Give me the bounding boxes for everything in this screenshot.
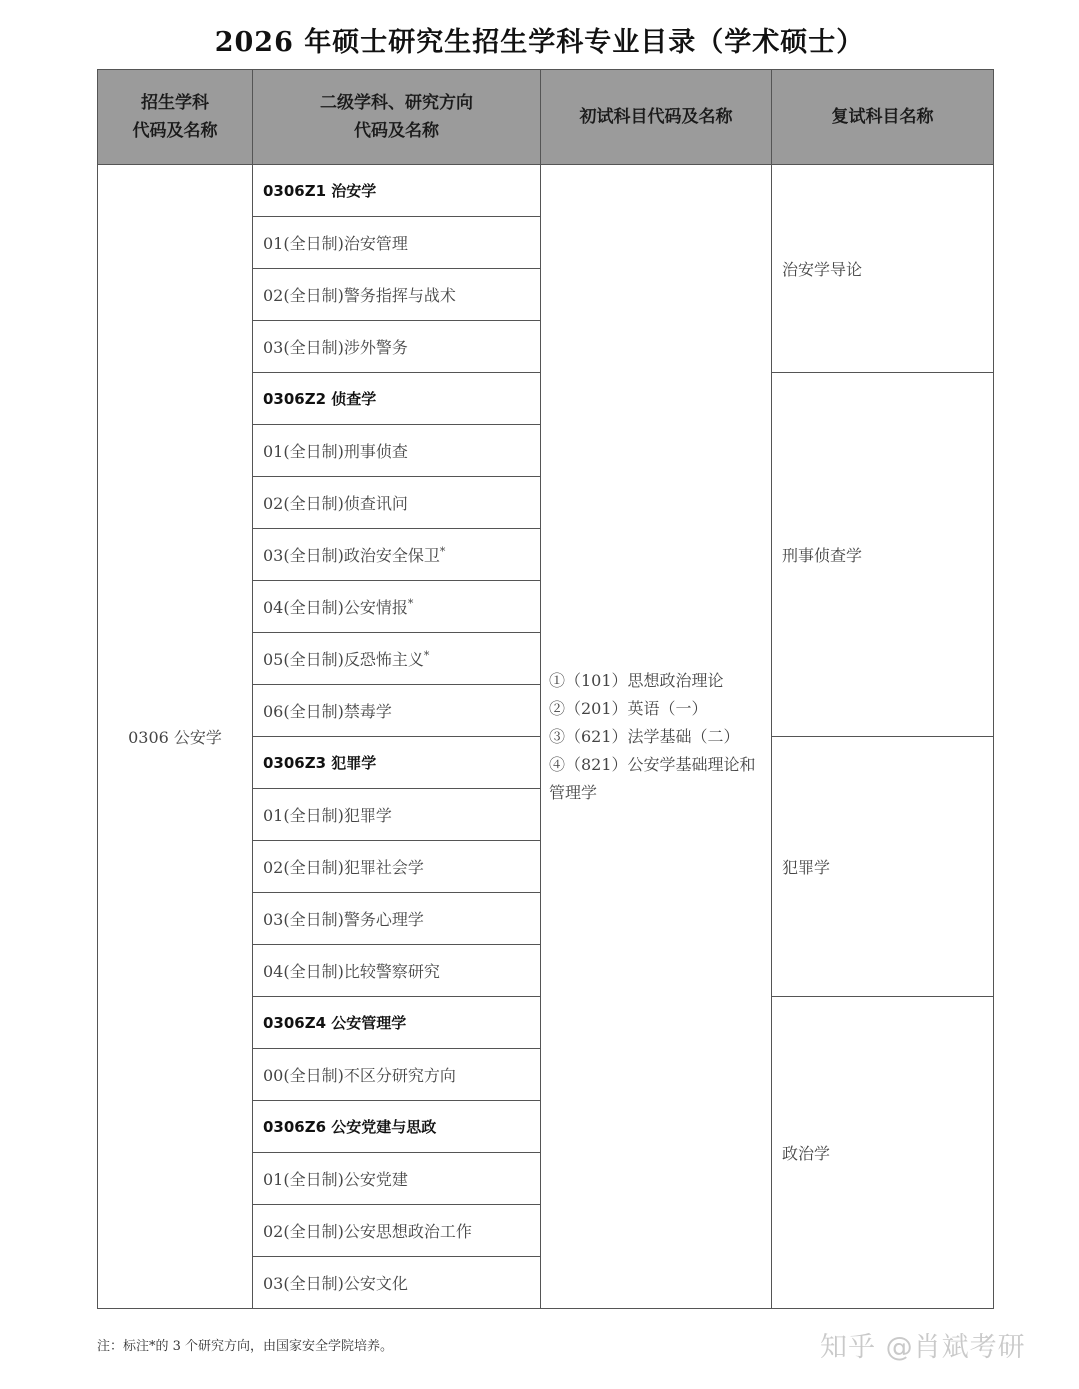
direction-cell [253, 945, 541, 997]
star-mark: * [407, 597, 414, 610]
direction-cell [253, 633, 541, 685]
header-exam: 初试科目代码及名称 [541, 70, 772, 165]
star-mark: * [439, 545, 446, 558]
direction-text: 01(全日制)刑事侦查 [263, 442, 408, 461]
direction-cell [253, 893, 541, 945]
table-row [98, 165, 994, 217]
direction-cell [253, 1049, 541, 1101]
direction-text: 02(全日制)犯罪社会学 [263, 858, 424, 877]
catalog-table [97, 69, 994, 1309]
direction-cell [253, 841, 541, 893]
direction-cell [253, 477, 541, 529]
direction-text: 02(全日制)侦查讯问 [263, 494, 408, 513]
direction-text: 0306Z4 公安管理学 [263, 1014, 407, 1032]
direction-cell [253, 997, 541, 1049]
direction-cell [253, 529, 541, 581]
direction-text: 03(全日制)警务心理学 [263, 910, 424, 929]
direction-text: 0306Z6 公安党建与思政 [263, 1118, 437, 1136]
direction-text: 0306Z3 犯罪学 [263, 754, 377, 772]
header-direction [253, 70, 541, 165]
direction-text: 04(全日制)比较警察研究 [263, 962, 440, 981]
direction-text: 0306Z2 侦查学 [263, 390, 377, 408]
direction-cell [253, 685, 541, 737]
direction-text: 06(全日制)禁毒学 [263, 702, 392, 721]
direction-cell [253, 217, 541, 269]
header-discipline-line2: 代码及名称 [132, 121, 218, 141]
header-discipline-line1: 招生学科 [141, 93, 209, 113]
header-discipline [98, 70, 253, 165]
direction-text: 01(全日制)犯罪学 [263, 806, 392, 825]
header-retest: 复试科目名称 [772, 70, 994, 165]
direction-text: 00(全日制)不区分研究方向 [263, 1066, 456, 1085]
star-mark: * [423, 649, 430, 662]
header-direction-line2: 代码及名称 [354, 121, 439, 141]
direction-cell [253, 165, 541, 217]
discipline-cell: 0306 公安学 [98, 165, 253, 1309]
exam-subject-item: ④（821）公安学基础理论和管理学 [549, 754, 756, 802]
footnote: 注：标注*的 3 个研究方向，由国家安全学院培养。 [97, 1339, 394, 1354]
retest-cell: 刑事侦查学 [772, 373, 994, 737]
direction-cell [253, 1101, 541, 1153]
watermark: 知乎 @肖斌考研 [820, 1332, 1026, 1363]
direction-cell [253, 1205, 541, 1257]
exam-subject-item: ②（201）英语（一） [549, 698, 708, 718]
direction-cell [253, 789, 541, 841]
direction-text: 0306Z1 治安学 [263, 182, 377, 200]
direction-cell [253, 1153, 541, 1205]
direction-text: 01(全日制)公安党建 [263, 1170, 408, 1189]
direction-text: 03(全日制)政治安全保卫 [263, 546, 440, 565]
direction-cell [253, 269, 541, 321]
exam-subject-item: ③（621）法学基础（二） [549, 726, 740, 746]
exam-subject-item: ①（101）思想政治理论 [549, 670, 724, 690]
direction-cell [253, 1257, 541, 1309]
direction-cell [253, 581, 541, 633]
direction-cell [253, 737, 541, 789]
direction-text: 02(全日制)公安思想政治工作 [263, 1222, 472, 1241]
direction-text: 03(全日制)涉外警务 [263, 338, 408, 357]
direction-cell [253, 321, 541, 373]
page-title: 2026 年硕士研究生招生学科专业目录（学术硕士） [214, 27, 865, 58]
direction-text: 01(全日制)治安管理 [263, 234, 408, 253]
direction-text: 04(全日制)公安情报 [263, 598, 408, 617]
header-direction-line1: 二级学科、研究方向 [320, 93, 473, 113]
direction-text: 02(全日制)警务指挥与战术 [263, 286, 456, 305]
direction-text: 05(全日制)反恐怖主义 [263, 650, 424, 669]
direction-cell [253, 425, 541, 477]
retest-cell: 治安学导论 [772, 165, 994, 373]
table-header-row [98, 70, 994, 165]
retest-cell: 犯罪学 [772, 737, 994, 997]
direction-cell [253, 373, 541, 425]
exam-subjects-cell [541, 165, 772, 1309]
retest-cell: 政治学 [772, 997, 994, 1309]
direction-text: 03(全日制)公安文化 [263, 1274, 408, 1293]
